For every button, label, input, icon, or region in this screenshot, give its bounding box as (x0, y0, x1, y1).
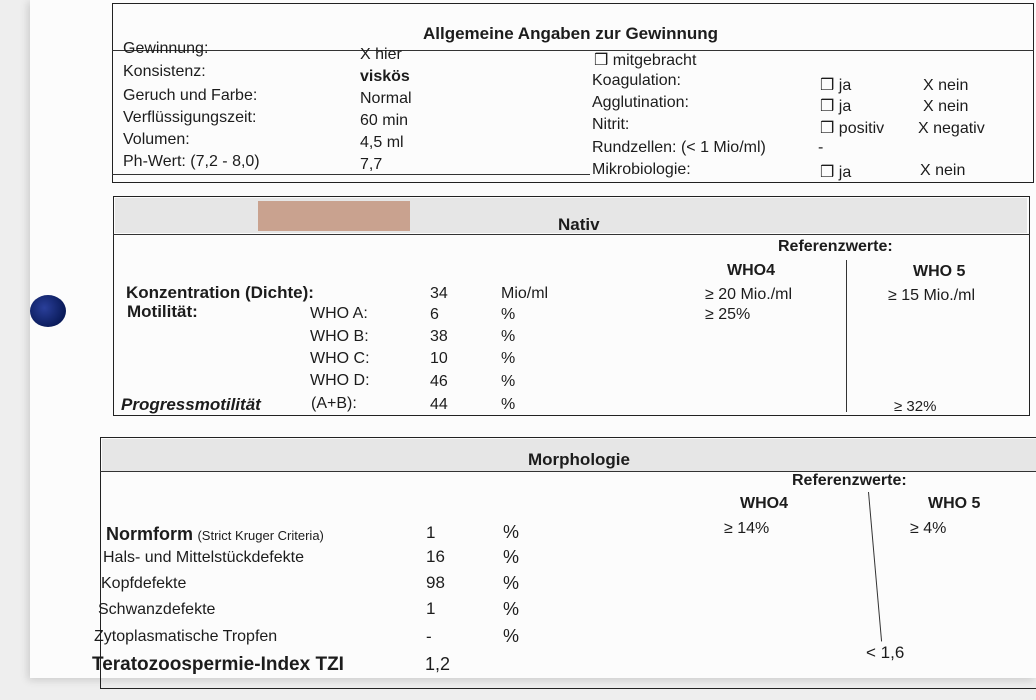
row-label: Nitrit: (592, 116, 630, 133)
morph-row-unit: % (503, 599, 520, 619)
motility-who4: ≥ 25% (705, 306, 751, 323)
normform-label (106, 524, 324, 545)
morph-row-unit: % (503, 573, 520, 593)
morph-row-unit: % (503, 626, 520, 646)
mitgebracht-checkbox: ❒ mitgebracht (594, 52, 697, 69)
row-label: Rundzellen: (< 1 Mio/ml) (592, 139, 766, 156)
morph-who5-header: WHO 5 (928, 495, 981, 512)
row-label: Koagulation: (592, 72, 681, 89)
row-label: Konsistenz: (123, 63, 206, 80)
motility-value: 46 (430, 373, 448, 390)
morph-row-value: 1 (426, 599, 436, 618)
motility-label: WHO D: (310, 372, 370, 389)
option-ja: ❒ ja (820, 98, 852, 115)
morph-row-label: Hals- und Mittelstückdefekte (103, 549, 304, 566)
konzentration-value: 34 (430, 285, 448, 302)
morph-row-label: Kopfdefekte (101, 575, 187, 592)
row-value: 7,7 (360, 156, 383, 173)
rundzellen-value: - (818, 139, 824, 156)
nativ-referenzwerte: Referenzwerte: (778, 238, 893, 255)
tzi-value: 1,2 (425, 654, 451, 674)
option-nein: X nein (920, 162, 966, 179)
row-value: viskös (360, 68, 410, 85)
normform-unit: % (503, 522, 520, 542)
motility-value: 6 (430, 306, 439, 323)
normform-title: Normform (106, 524, 194, 544)
motility-unit: % (501, 350, 516, 367)
konzentration-label: Konzentration (Dichte): (126, 283, 314, 302)
nativ-who4-header: WHO4 (727, 262, 775, 279)
morph-row-label: Schwanzdefekte (98, 601, 216, 618)
option-positiv: ❒ positiv (820, 120, 885, 137)
motility-unit: % (501, 306, 516, 323)
tzi-label: Teratozoospermie-Index TZI (92, 654, 344, 675)
motility-label: WHO C: (310, 350, 370, 367)
nativ-title: Nativ (558, 215, 600, 234)
motility-label: WHO B: (310, 328, 369, 345)
morph-row-value: 16 (426, 547, 445, 566)
row-value: Normal (360, 90, 412, 107)
redacted-block (258, 201, 410, 231)
progress-label: Progressmotilität (121, 395, 261, 414)
motility-unit: % (501, 373, 516, 390)
option-nein: X nein (923, 98, 969, 115)
option-ja: ❒ ja (820, 77, 852, 94)
row-label: Gewinnung: (123, 40, 209, 57)
nativ-who5-header: WHO 5 (913, 263, 966, 280)
progress-value: 44 (430, 396, 448, 413)
morph-row-value: 98 (426, 573, 445, 592)
option-nein: X nein (923, 77, 969, 94)
konzentration-who5: ≥ 15 Mio./ml (888, 287, 976, 304)
progress-sub: (A+B): (311, 395, 357, 412)
row-label: Ph-Wert: (7,2 - 8,0) (123, 153, 260, 170)
ph-underline (112, 174, 590, 175)
normform-criteria: (Strict Kruger Criteria) (197, 528, 324, 543)
row-value: 60 min (360, 112, 409, 129)
punch-hole-mark (30, 295, 66, 327)
motility-label: WHO A: (310, 305, 368, 322)
morph-row-value: - (426, 627, 432, 646)
allgemein-title: Allgemeine Angaben zur Gewinnung (423, 24, 719, 43)
row-label: Agglutination: (592, 94, 689, 111)
normform-who4: ≥ 14% (724, 520, 770, 537)
konzentration-who4: ≥ 20 Mio./ml (705, 286, 793, 303)
progress-unit: % (501, 396, 516, 413)
tzi-reference: < 1,6 (866, 643, 905, 662)
progress-who5: ≥ 32% (894, 398, 937, 415)
row-label: Geruch und Farbe: (123, 87, 258, 104)
morph-row-label: Zytoplasmatische Tropfen (94, 628, 278, 645)
option-ja: ❒ ja (820, 164, 852, 181)
row-label: Mikrobiologie: (592, 161, 691, 178)
motility-value: 10 (430, 350, 448, 367)
motilitaet-label: Motilität: (127, 302, 198, 321)
row-label: Volumen: (123, 131, 190, 148)
konzentration-unit: Mio/ml (501, 285, 549, 302)
morph-referenzwerte: Referenzwerte: (792, 472, 907, 489)
nativ-ref-divider (846, 260, 847, 412)
row-value: X hier (360, 46, 402, 63)
normform-who5: ≥ 4% (910, 520, 947, 537)
morph-title: Morphologie (528, 450, 630, 469)
motility-unit: % (501, 328, 516, 345)
morph-row-unit: % (503, 547, 520, 567)
motility-value: 38 (430, 328, 448, 345)
option-negativ: X negativ (918, 120, 985, 137)
row-label: Verflüssigungszeit: (123, 109, 257, 126)
normform-value: 1 (426, 523, 436, 542)
morph-who4-header: WHO4 (740, 495, 788, 512)
row-value: 4,5 ml (360, 134, 404, 151)
allgemein-header-rule (112, 50, 1034, 51)
